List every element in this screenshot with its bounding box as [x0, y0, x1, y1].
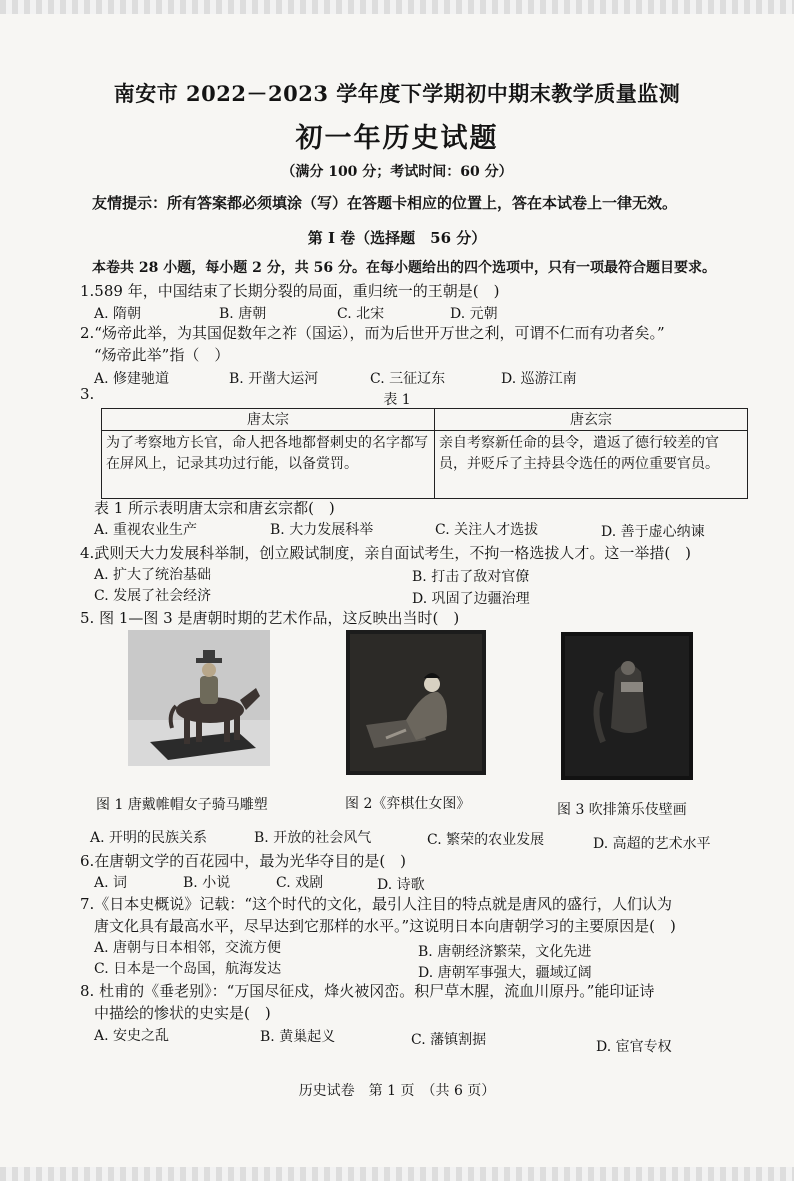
- question-3-option-a: A. 重视农业生产: [94, 522, 198, 538]
- question-3-stem: 表 1 所示表明唐太宗和唐玄宗都( ): [94, 499, 335, 517]
- page-footer: 历史试卷 第 1 页 （共 6 页）: [298, 1083, 496, 1099]
- figure-1-sculpture-photo: [128, 630, 270, 766]
- question-1-option-b: B. 唐朝: [219, 306, 267, 322]
- question-6-option-b: B. 小说: [183, 875, 231, 891]
- question-1-option-a: A. 隋朝: [94, 306, 142, 322]
- question-5-option-a: A. 开明的民族关系: [90, 830, 208, 846]
- question-7-option-a: A. 唐朝与日本相邻，交流方便: [94, 940, 282, 956]
- question-2-option-a: A. 修建驰道: [94, 371, 170, 387]
- question-5-option-c: C. 繁荣的农业发展: [427, 832, 545, 848]
- question-2-option-c: C. 三征辽东: [370, 371, 446, 387]
- question-2-option-b: B. 开凿大运河: [229, 371, 319, 387]
- question-6-option-c: C. 戏剧: [276, 875, 324, 891]
- question-8-option-a: A. 安史之乱: [94, 1028, 170, 1044]
- question-4-option-b: B. 打击了敌对官僚: [412, 569, 530, 585]
- question-5-option-d: D. 高超的艺术水平: [593, 836, 711, 852]
- question-3-number: 3.: [80, 385, 95, 403]
- question-4-option-c: C. 发展了社会经济: [94, 588, 212, 604]
- exam-meta: （满分 100 分；考试时间：60 分）: [281, 164, 513, 180]
- question-6-option-a: A. 词: [94, 875, 128, 891]
- question-1-option-c: C. 北宋: [337, 306, 385, 322]
- question-3-option-c: C. 关注人才选拔: [435, 522, 539, 538]
- question-3-option-d: D. 善于虚心纳谏: [601, 524, 705, 540]
- question-4-stem: 4.武则天大力发展科举制，创立殿试制度，亲自面试考生，不拘一格选拔人才。这一举措( ): [80, 544, 692, 562]
- question-1-stem: 1.589 年，中国结束了长期分裂的局面，重归统一的王朝是( ): [80, 282, 500, 300]
- question-5-option-b: B. 开放的社会风气: [254, 830, 372, 846]
- scan-edge-bottom: [0, 1167, 794, 1181]
- question-8-option-c: C. 藩镇割据: [411, 1032, 487, 1048]
- table-1-title: 表 1: [383, 392, 411, 408]
- question-2-option-d: D. 巡游江南: [501, 371, 577, 387]
- figure-3-mural-photo: [561, 632, 693, 780]
- question-4-option-d: D. 巩固了边疆治理: [412, 591, 530, 607]
- figure-2-painting-photo: [346, 630, 486, 775]
- question-8-option-b: B. 黄巢起义: [260, 1029, 336, 1045]
- exam-subject-title: 初一年历史试题: [295, 123, 499, 154]
- table-1-header-xuanzong: 唐玄宗: [435, 409, 748, 431]
- question-1-option-d: D. 元朝: [450, 306, 498, 322]
- figure-2-caption: 图 2《弈棋仕女图》: [345, 796, 471, 812]
- exam-title: 南安市 2022－2023 学年度下学期初中期末教学质量监测: [113, 81, 681, 106]
- question-7-stem: 7.《日本史概说》记载：“这个时代的文化，最引人注目的特点就是唐风的盛行，人们认为: [80, 895, 672, 913]
- question-7-option-b: B. 唐朝经济繁荣，文化先进: [418, 944, 592, 960]
- table-1: [101, 408, 748, 499]
- exam-tip: 友情提示：所有答案都必须填涂（写）在答题卡相应的位置上，答在本试卷上一律无效。: [92, 194, 678, 212]
- question-4-option-a: A. 扩大了统治基础: [94, 567, 212, 583]
- table-1-cell-xuanzong: 亲自考察新任命的县令，遣返了德行较差的官员，并贬斥了主持县令选任的两位重要官员。: [435, 431, 748, 499]
- question-7-option-c: C. 日本是一个岛国，航海发达: [94, 961, 282, 977]
- section-title: 第 I 卷（选择题 56 分）: [307, 229, 487, 247]
- question-7-option-d: D. 唐朝军事强大，疆域辽阔: [418, 965, 592, 981]
- question-3-option-b: B. 大力发展科举: [270, 522, 374, 538]
- table-1-cell-taizong: 为了考察地方长官，命人把各地都督刺史的名字都写在屏风上，记录其功过行能，以备赏罚。: [102, 431, 435, 499]
- scan-edge-top: [0, 0, 794, 14]
- question-2-stem: 2.“炀帝此举，为其国促数年之祚（国运），而为后世开万世之利，可谓不仁而有功者矣。”: [80, 324, 665, 342]
- question-6-stem: 6.在唐朝文学的百花园中，最为光华夺目的是( ): [80, 852, 407, 870]
- question-5-stem: 5. 图 1—图 3 是唐朝时期的艺术作品，这反映出当时( ): [80, 609, 460, 627]
- question-6-option-d: D. 诗歌: [377, 877, 425, 893]
- question-7-stem-line2: 唐文化具有最高水平，尽早达到它那样的水平。”这说明日本向唐朝学习的主要原因是( ): [94, 917, 676, 935]
- question-2-stem-line2: “炀帝此举”指（ ）: [94, 346, 230, 364]
- question-8-stem: 8. 杜甫的《垂老别》：“万国尽征戍，烽火被冈峦。积尸草木腥，流血川原丹。”能印证诗: [80, 982, 655, 1000]
- figure-3-caption: 图 3 吹排箫乐伎壁画: [557, 802, 687, 818]
- question-8-stem-line2: 中描绘的惨状的史实是( ): [94, 1004, 271, 1022]
- table-1-header-taizong: 唐太宗: [102, 409, 435, 431]
- question-8-option-d: D. 宦官专权: [596, 1039, 672, 1055]
- section-intro: 本卷共 28 小题，每小题 2 分，共 56 分。在每小题给出的四个选项中，只有一项最符合题目要求。: [92, 260, 716, 276]
- figure-1-caption: 图 1 唐戴帷帽女子骑马雕塑: [96, 797, 268, 813]
